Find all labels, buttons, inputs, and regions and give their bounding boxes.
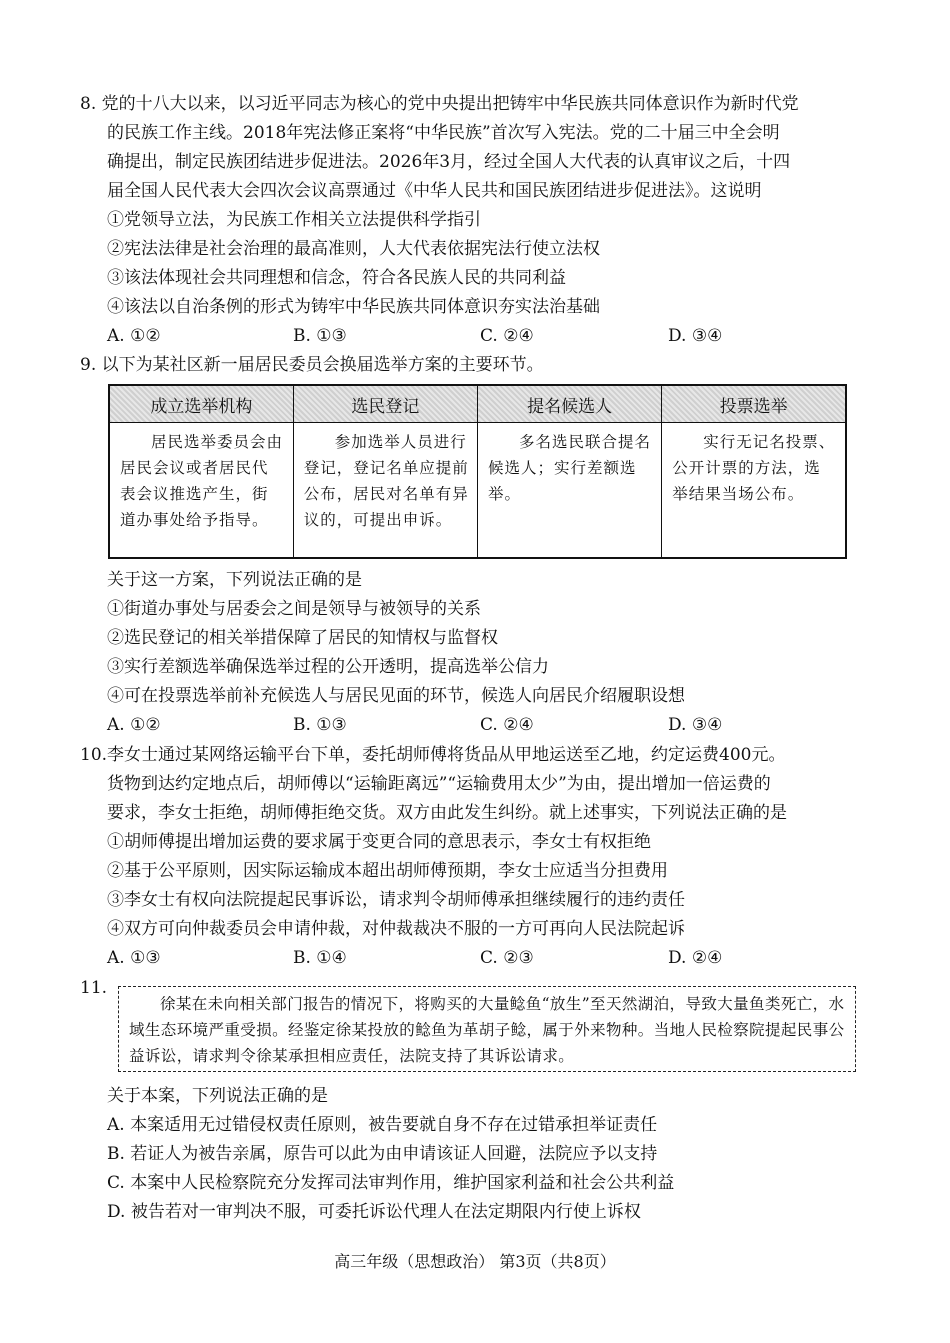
statement-item: ④可在投票选举前补充候选人与居民见面的环节，候选人向居民介绍履职设想 <box>107 686 685 706</box>
table-header-cell: 投票选举 <box>662 385 846 423</box>
question-number: 9. <box>80 355 97 375</box>
table-header-cell: 提名候选人 <box>478 385 662 423</box>
table-cell: 多名选民联合提名候选人；实行差额选举。 <box>478 423 662 559</box>
table-header-cell: 成立选举机构 <box>109 385 293 423</box>
statement-item: ④双方可向仲裁委员会申请仲裁，对仲裁裁决不服的一方可再向人民法院起诉 <box>107 919 685 939</box>
option-b[interactable]: B. ①③ <box>293 715 347 735</box>
option-b[interactable]: B. ①③ <box>293 326 347 346</box>
case-material-text: 徐某在未向相关部门报告的情况下，将购买的大量鲶鱼“放生”至天然湖泊，导致大量鱼类死亡，水域生态环境严重受损。经鉴定徐某投放的鲶鱼为革胡子鲶，属于外来物种。当地人民检察院提起民事公益诉讼，请求判令徐某承担相应责任，法院支持了其诉讼请求。 <box>129 995 845 1065</box>
statement-item: ③该法体现社会共同理想和信念，符合各民族人民的共同利益 <box>107 268 566 288</box>
option-c[interactable]: C. 本案中人民检察院充分发挥司法审判作用，维护国家利益和社会公共利益 <box>107 1173 675 1193</box>
statement-item: ②宪法法律是社会治理的最高准则，人大代表依据宪法行使立法权 <box>107 239 600 259</box>
statement-item: ③李女士有权向法院提起民事诉讼，请求判令胡师傅承担继续履行的违约责任 <box>107 890 685 910</box>
election-steps-table <box>108 384 847 559</box>
statement-item: ③实行差额选举确保选举过程的公开透明，提高选举公信力 <box>107 657 549 677</box>
answer-options <box>80 944 880 973</box>
question-number: 11. <box>80 978 108 998</box>
question-10-stem-line: 货物到达约定地点后，胡师傅以“运输距离远”“运输费用太少”为由，提出增加一倍运费的 <box>107 774 771 794</box>
option-a[interactable]: A. ①② <box>107 326 161 346</box>
question-11-body <box>80 1082 880 1227</box>
question-11-prompt: 关于本案，下列说法正确的是 <box>107 1086 328 1106</box>
question-10-stem-line: 要求，李女士拒绝，胡师傅拒绝交货。双方由此发生纠纷。就上述事实，下列说法正确的是 <box>107 803 787 823</box>
option-a[interactable]: A. 本案适用无过错侵权责任原则，被告要就自身不存在过错承担举证责任 <box>107 1115 658 1135</box>
statement-item: ①街道办事处与居委会之间是领导与被领导的关系 <box>107 599 481 619</box>
question-9-prompt: 关于这一方案，下列说法正确的是 <box>107 570 362 590</box>
page-footer: 高三年级（思想政治） 第3页（共8页） <box>334 1252 616 1271</box>
option-c[interactable]: C. ②④ <box>480 715 534 735</box>
case-material-box <box>118 986 856 1072</box>
option-d[interactable]: D. 被告若对一审判决不服，可委托诉讼代理人在法定期限内行使上诉权 <box>107 1202 641 1222</box>
statement-item: ①胡师傅提出增加运费的要求属于变更合同的意思表示，李女士有权拒绝 <box>107 832 651 852</box>
question-9-body <box>80 566 880 740</box>
option-b[interactable]: B. ①④ <box>293 948 347 968</box>
option-a[interactable]: A. ①② <box>107 715 161 735</box>
option-c[interactable]: C. ②④ <box>480 326 534 346</box>
option-d[interactable]: D. ③④ <box>668 715 723 735</box>
question-number: 10. <box>80 745 108 765</box>
statement-item: ④该法以自治条例的形式为铸牢中华民族共同体意识夯实法治基础 <box>107 297 600 317</box>
question-9-stem: 9. 以下为某社区新一届居民委员会换届选举方案的主要环节。 <box>80 351 880 380</box>
option-c[interactable]: C. ②③ <box>480 948 534 968</box>
option-b[interactable]: B. 若证人为被告亲属，原告可以此为由申请该证人回避，法院应予以支持 <box>107 1144 658 1164</box>
statement-item: ①党领导立法，为民族工作相关立法提供科学指引 <box>107 210 481 230</box>
question-number: 8. <box>80 94 97 114</box>
question-8 <box>80 90 880 351</box>
statement-item: ②基于公平原则，因实际运输成本超出胡师傅预期，李女士应适当分担费用 <box>107 861 668 881</box>
table-row <box>109 423 846 559</box>
table-header-cell: 选民登记 <box>293 385 477 423</box>
answer-options <box>80 322 880 351</box>
option-d[interactable]: D. ②④ <box>668 948 723 968</box>
table-cell: 实行无记名投票、公开计票的方法，选举结果当场公布。 <box>662 423 846 559</box>
option-d[interactable]: D. ③④ <box>668 326 723 346</box>
table-cell: 居民选举委员会由居民会议或者居民代表会议推选产生，街道办事处给予指导。 <box>109 423 293 559</box>
question-8-stem-line: 确提出，制定民族团结进步促进法。2026年3月，经过全国人大代表的认真审议之后，十四 <box>107 152 791 172</box>
answer-options <box>80 711 880 740</box>
question-10 <box>80 741 880 973</box>
table-header-row <box>109 385 846 423</box>
question-9 <box>80 351 880 380</box>
question-8-stem-line: 届全国人民代表大会四次会议高票通过《中华人民共和国民族团结进步促进法》。这说明 <box>107 181 762 201</box>
option-a[interactable]: A. ①③ <box>107 948 161 968</box>
question-8-stem-line: 的民族工作主线。2018年宪法修正案将“中华民族”首次写入宪法。党的二十届三中全会明 <box>107 123 780 143</box>
table-cell: 参加选举人员进行登记，登记名单应提前公布，居民对名单有异议的，可提出申诉。 <box>293 423 477 559</box>
question-10-stem-line: 10.李女士通过某网络运输平台下单，委托胡师傅将货品从甲地运送至乙地，约定运费400元。 <box>80 741 880 770</box>
question-8-stem-line: 8. 党的十八大以来，以习近平同志为核心的党中央提出把铸牢中华民族共同体意识作为新时代党 <box>80 90 880 119</box>
statement-item: ②选民登记的相关举措保障了居民的知情权与监督权 <box>107 628 498 648</box>
